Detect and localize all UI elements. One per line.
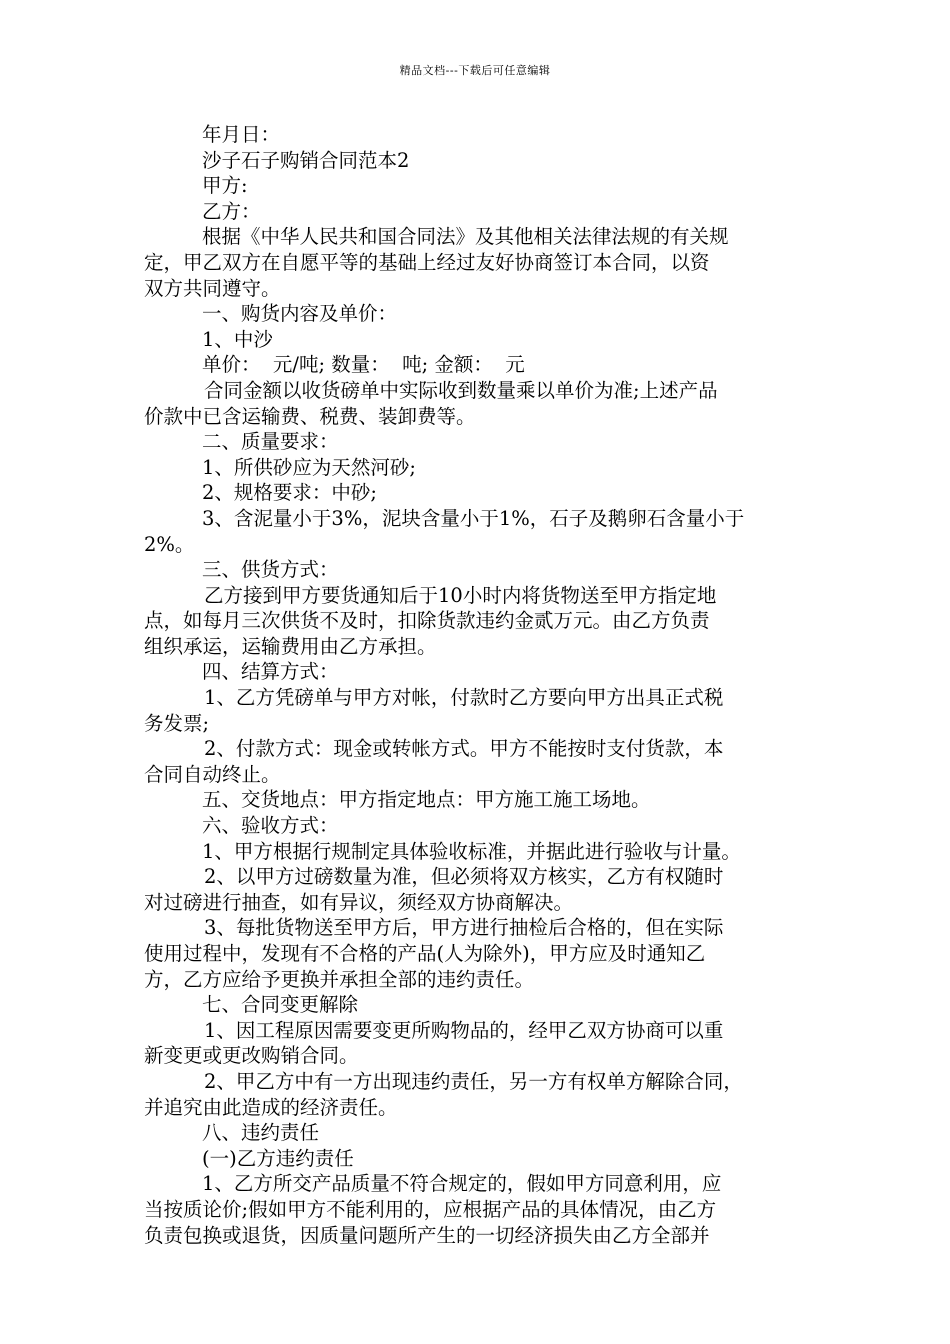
text-line: 六、验收方式： (202, 814, 339, 838)
text-line: 1、中沙 (202, 327, 273, 351)
text-line: 八、违约责任 (202, 1121, 320, 1145)
text-line: 2、规格要求：中砂; (202, 481, 377, 505)
text-line: 双方共同遵守。 (144, 276, 281, 300)
text-line: 一、购货内容及单价： (202, 302, 398, 326)
text-line: 新变更或更改购销合同。 (144, 1044, 359, 1068)
text-line: 当按质论价;假如甲方不能利用的，应根据产品的具体情况，由乙方 (144, 1197, 717, 1221)
page-header: 精品文档---下载后可任意编辑 (399, 64, 551, 77)
text-line: 价款中已含运输费、税费、装卸费等。 (144, 404, 476, 428)
text-line: 组织承运，运输费用由乙方承担。 (144, 634, 437, 658)
text-line: 乙方接到甲方要货通知后于10小时内将货物送至甲方指定地 (204, 583, 717, 607)
text-line: 根据《中华人民共和国合同法》及其他相关法律法规的有关规 (202, 225, 729, 249)
text-line: 1、乙方所交产品质量不符合规定的，假如甲方同意利用，应 (202, 1172, 722, 1196)
text-line: 1、因工程原因需要变更所购物品的，经甲乙双方协商可以重 (204, 1018, 724, 1042)
text-line: 2、付款方式：现金或转帐方式。甲方不能按时支付货款，本 (204, 737, 724, 761)
text-line: 二、质量要求： (202, 430, 339, 454)
text-line: 单价： 元/吨; 数量： 吨; 金额： 元 (202, 353, 525, 377)
text-line: 1、所供砂应为天然河砂; (202, 455, 416, 479)
text-line: 定，甲乙双方在自愿平等的基础上经过友好协商签订本合同，以资 (144, 250, 710, 274)
text-line: 方，乙方应给予更换并承担全部的违约责任。 (144, 967, 535, 991)
text-line: 使用过程中，发现有不合格的产品(人为除外)，甲方应及时通知乙 (144, 942, 706, 965)
text-line: 合同自动终止。 (144, 762, 281, 786)
text-line: 2、以甲方过磅数量为准，但必须将双方核实，乙方有权随时 (204, 865, 724, 889)
text-line: 2%。 (144, 532, 195, 556)
text-line: 年月日： (202, 123, 281, 146)
text-line: 五、交货地点：甲方指定地点：甲方施工施工场地。 (202, 788, 651, 812)
text-line: 七、合同变更解除 (202, 993, 359, 1017)
text-line: 并追究由此造成的经济责任。 (144, 1095, 398, 1119)
text-line: 3、含泥量小于3%，泥块含量小于1%，石子及鹅卵石含量小于 (202, 506, 745, 530)
text-line: (一)乙方违约责任 (202, 1146, 354, 1170)
text-line: 2、甲乙方中有一方出现违约责任，另一方有权单方解除合同， (204, 1069, 743, 1093)
text-line: 沙子石子购销合同范本2 (202, 148, 410, 172)
text-line: 3、每批货物送至甲方后，甲方进行抽检后合格的，但在实际 (204, 916, 724, 940)
text-line: 1、甲方根据行规制定具体验收标准，并据此进行验收与计量。 (202, 839, 741, 863)
text-line: 合同金额以收货磅单中实际收到数量乘以单价为准;上述产品 (204, 378, 718, 402)
text-line: 乙方： (202, 199, 261, 223)
text-line: 1、乙方凭磅单与甲方对帐，付款时乙方要向甲方出具正式税 (204, 686, 724, 710)
text-line: 对过磅进行抽查，如有异议，须经双方协商解决。 (144, 890, 574, 914)
text-line: 务发票; (144, 711, 210, 735)
text-line: 负责包换或退货，因质量问题所产生的一切经济损失由乙方全部并 (144, 1223, 710, 1247)
text-line: 三、供货方式： (202, 558, 339, 582)
contract-body (144, 122, 808, 1248)
text-line: 四、结算方式： (202, 660, 339, 684)
text-line: 甲方: (202, 174, 248, 198)
text-line: 点，如每月三次供货不及时，扣除货款违约金贰万元。由乙方负责 (144, 609, 710, 633)
